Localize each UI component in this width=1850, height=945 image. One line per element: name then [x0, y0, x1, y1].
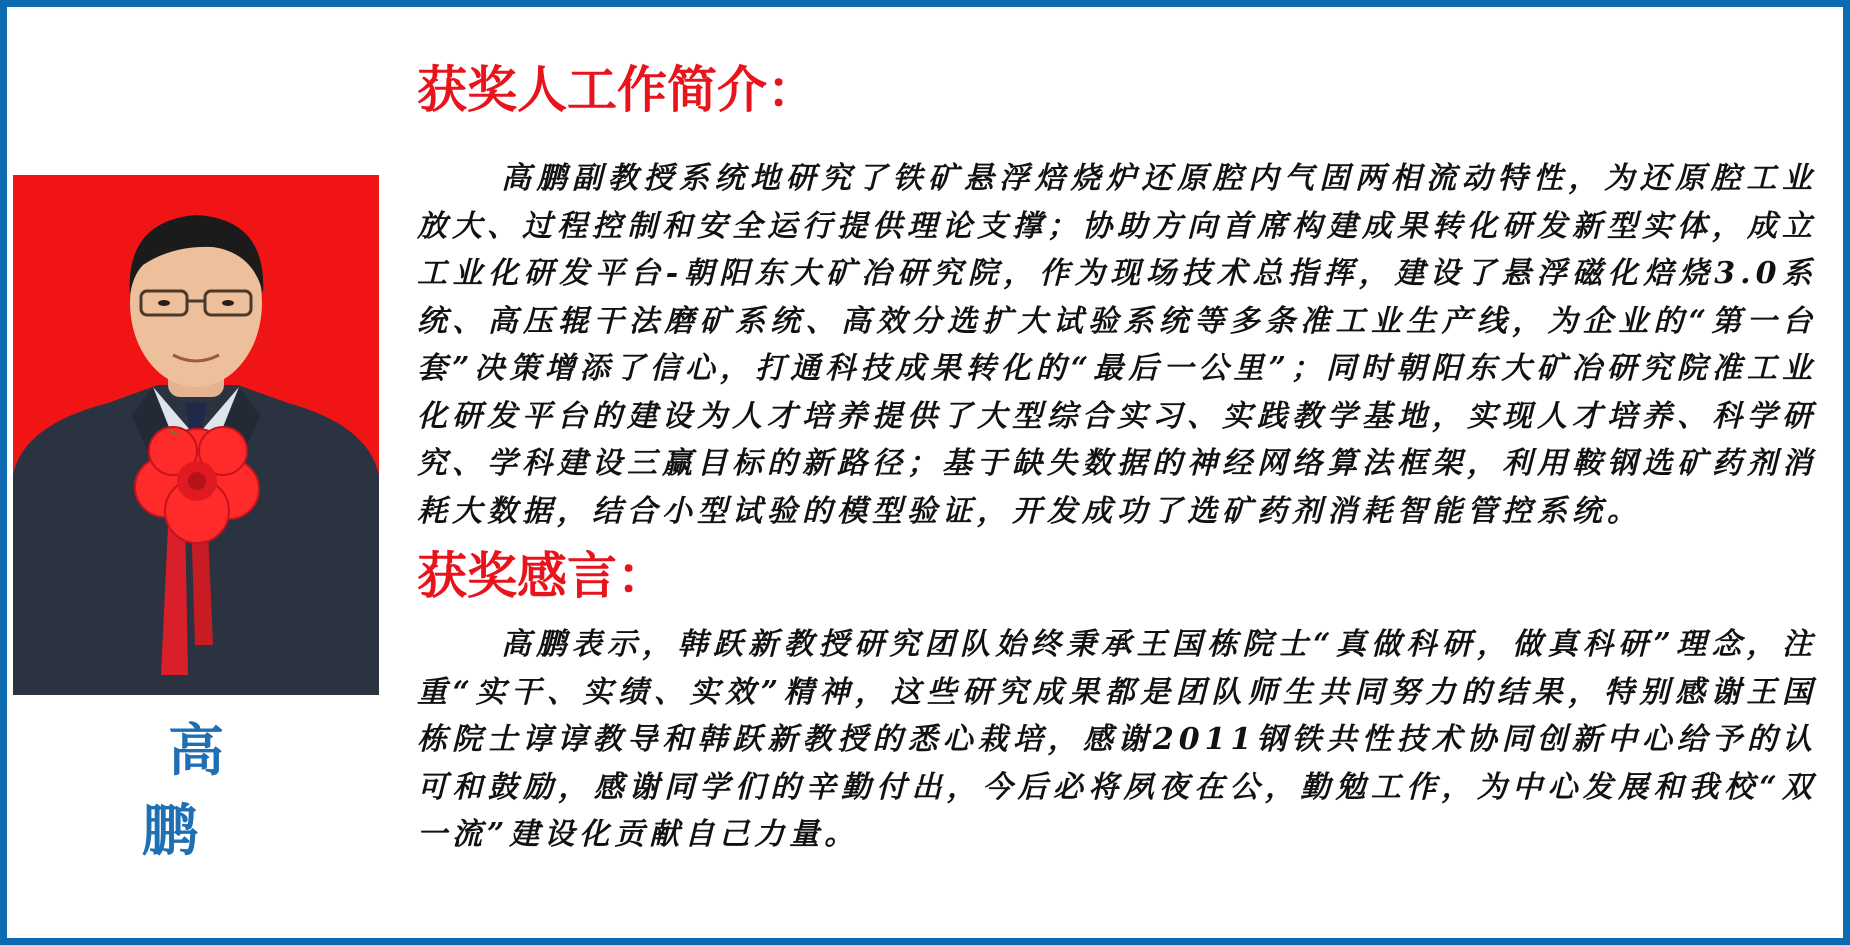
remarks-heading: 获奖感言： [417, 546, 667, 605]
portrait-photo [13, 175, 379, 695]
content-column [417, 55, 1817, 859]
intro-paragraph: 高鹏副教授系统地研究了铁矿悬浮焙烧炉还原腔内气固两相流动特性，为还原腔工业放大、过程控制和安全运行提供理论支撑；协助方向首席构建成果转化研发新型实体，成立工业化研发平台-朝阳东大矿冶研究院，作为现场技术总指挥，建设了悬浮磁化焙烧3.0系统、高压辊干法磨矿系统、高效分选扩大试验系统等多条准工业生产线，为企业的“第一台套”决策增添了信心，打通科技成果转化的“最后一公里”；同时朝阳东大矿冶研究院准工业化研发平台的建设为人才培养提供了大型综合实习、实践教学基地，实现人才培养、科学研究、学科建设三赢目标的新路径；基于缺失数据的神经网络算法框架，利用鞍钢选矿药剂消耗大数据，结合小型试验的模型验证，开发成功了选矿药剂消耗智能管控系统。 [417, 161, 1817, 529]
remarks-paragraph: 高鹏表示，韩跃新教授研究团队始终秉承王国栋院士“真做科研，做真科研”理念，注重“实干、实绩、实效”精神，这些研究成果都是团队师生共同努力的结果，特别感谢王国栋院士谆谆教导和韩跃新教授的悉心栽培，感谢2011钢铁共性技术协同创新中心给予的认可和鼓励，感谢同学们的辛勤付出，今后必将夙夜在公，勤勉工作，为中心发展和我校“双一流”建设化贡献自己力量。 [417, 627, 1817, 852]
person-name: 高 鹏 [142, 718, 384, 864]
portrait-illustration [13, 175, 379, 695]
intro-heading: 获奖人工作简介： [417, 60, 817, 119]
